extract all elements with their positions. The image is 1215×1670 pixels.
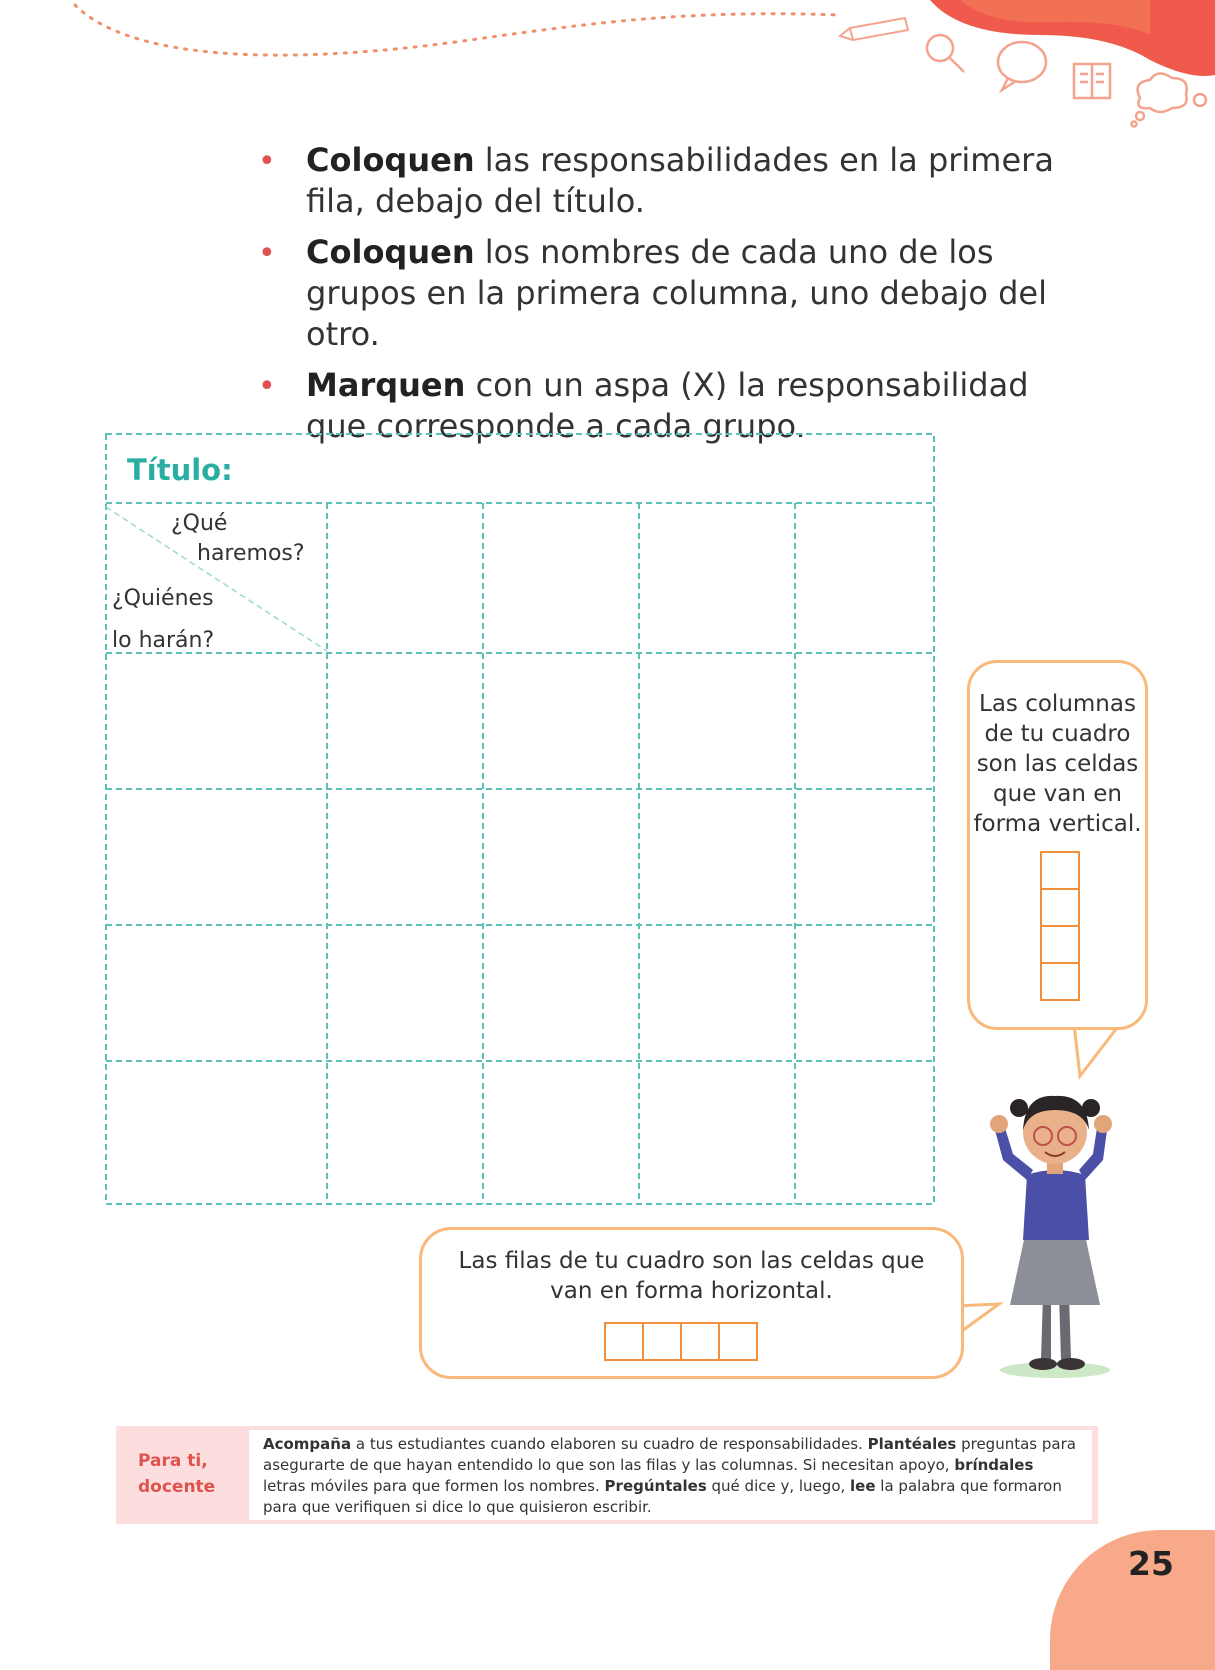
horizontal-cells-example [606, 1322, 758, 1361]
bubble-line: Las columnas [979, 691, 1136, 717]
speech-bubble-icon [998, 42, 1046, 90]
bubble-line: son las celdas [976, 751, 1139, 777]
columns-speech-bubble [967, 660, 1148, 1030]
instruction-text: con un aspa (X) la responsabilidad que corresponde a cada grupo. [306, 366, 1029, 445]
note-text: la palabra que formaron para que verifiquen si dice lo que quisieron escribir. [263, 1477, 1062, 1516]
header-decoration [0, 0, 1215, 130]
bubble-line: Las filas de tu cuadro son las celdas que [458, 1248, 925, 1274]
teacher-note-text [249, 1430, 1092, 1520]
instruction-verb: Coloquen [306, 233, 475, 271]
teacher-note-label [138, 1448, 215, 1500]
rows-speech-bubble [419, 1227, 964, 1379]
girl-illustration [985, 1080, 1125, 1380]
bullet-icon: • [258, 236, 276, 271]
cell [1040, 851, 1080, 890]
note-text: a tus estudiantes cuando elaboren su cuadro de responsabilidades. [351, 1435, 868, 1453]
corner-header-who [112, 578, 214, 662]
corner-header-what [171, 509, 305, 569]
note-text: preguntas para asegurarte de que hayan entendido lo que son las filas y las columnas. Si necesitan apoyo, [263, 1435, 1076, 1474]
cell [642, 1322, 682, 1361]
bubble-line: van en forma horizontal. [550, 1278, 833, 1304]
note-bold: Pregúntales [604, 1477, 707, 1495]
responsibility-table [105, 433, 950, 1207]
cell [718, 1322, 758, 1361]
corner-text: haremos? [197, 541, 305, 566]
note-bold: lee [850, 1477, 876, 1495]
cell [680, 1322, 720, 1361]
bullet-icon: • [258, 144, 276, 179]
magnifier-icon [927, 35, 964, 72]
pencil-icon [840, 18, 908, 40]
instruction-item [258, 232, 1078, 355]
bubble-line: que van en [993, 781, 1122, 807]
bubble-tail [1070, 1024, 1150, 1084]
bubble-line: de tu cuadro [984, 721, 1131, 747]
dotted-path [75, 5, 840, 55]
corner-text: ¿Quiénes [112, 586, 214, 611]
note-label-line: Para ti, [138, 1451, 208, 1471]
instruction-verb: Marquen [306, 366, 466, 404]
sweater [1023, 1170, 1089, 1240]
thought-cloud-icon [1132, 73, 1207, 126]
note-text: letras móviles para que formen los nombres. [263, 1477, 605, 1495]
table-title-label: Título: [127, 453, 233, 487]
cell [1040, 888, 1080, 927]
bubble-line: forma vertical. [973, 811, 1142, 837]
columns-explanation [970, 689, 1145, 839]
note-bold: bríndales [954, 1456, 1034, 1474]
book-icon [1074, 64, 1110, 98]
bullet-icon: • [258, 369, 276, 404]
note-bold: Plantéales [867, 1435, 957, 1453]
skirt [1010, 1235, 1100, 1305]
vertical-cells-example [1040, 853, 1080, 1001]
corner-text: lo harán? [112, 628, 215, 653]
cell [1040, 925, 1080, 964]
instruction-text: las responsabilidades en la primera fila, debajo del título. [306, 141, 1054, 220]
cell [1040, 962, 1080, 1001]
instruction-text: los nombres de cada uno de los grupos en la primera columna, uno debajo del otro. [306, 233, 1047, 353]
corner-text: ¿Qué [171, 511, 228, 536]
teacher-note [116, 1426, 1098, 1524]
rows-explanation [432, 1246, 951, 1306]
instruction-list [258, 140, 1078, 457]
page-number: 25 [1128, 1544, 1174, 1583]
note-label-line: docente [138, 1477, 216, 1497]
instruction-item [258, 140, 1078, 222]
instruction-verb: Coloquen [306, 141, 475, 179]
note-bold: Acompaña [263, 1435, 352, 1453]
cell [604, 1322, 644, 1361]
note-text: qué dice y, luego, [706, 1477, 851, 1495]
